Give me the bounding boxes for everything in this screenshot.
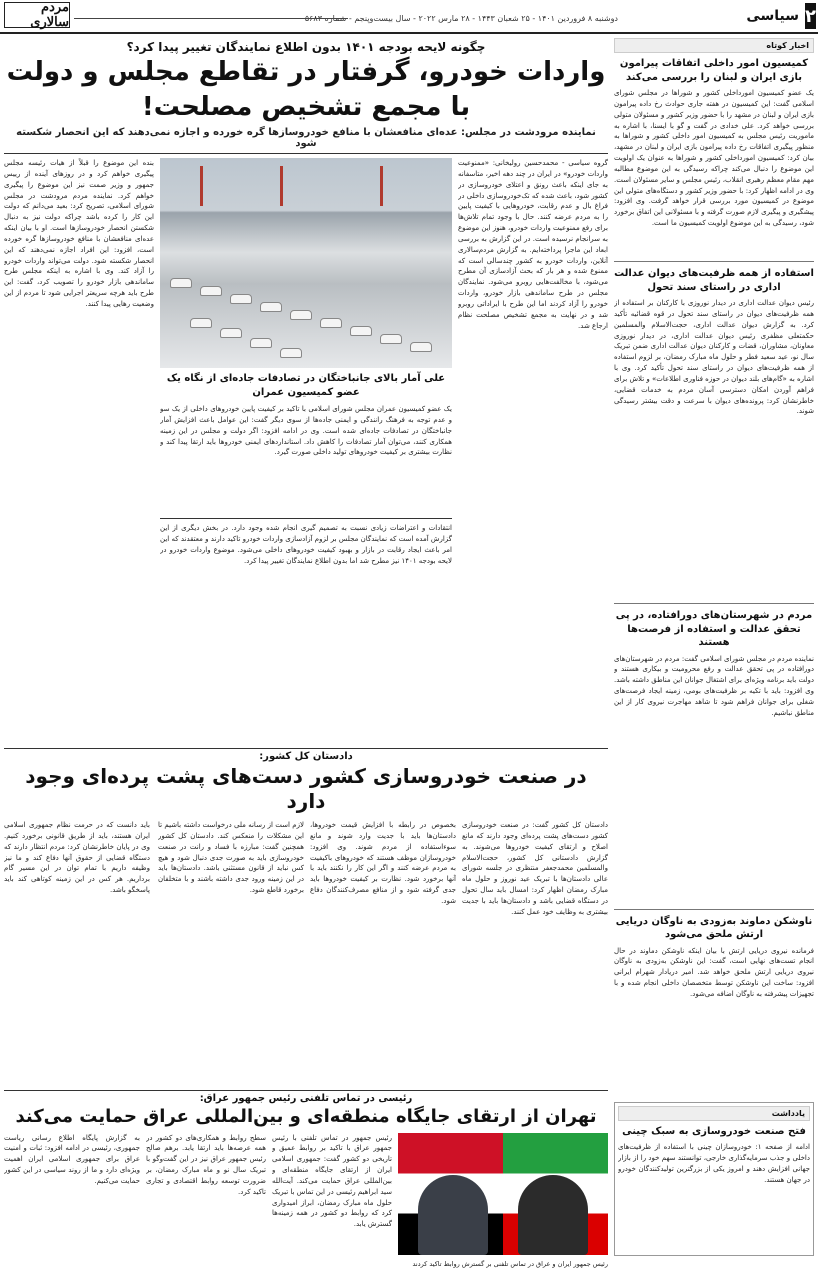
car-icon [260, 302, 282, 312]
person-icon [518, 1175, 588, 1255]
lead-photo-text: یک عضو کمیسیون عمران مجلس شورای اسلامی با تاکید بر کیفیت پایین خودروهای داخلی از یک سو و عدم توجه به فرهنگ رانندگی و ایمنی جاده‌ها از سوی دیگر گفت: این عوامل باعث افزایش آمار جانباختگان در تصادفات جاده‌ای شده است. وی در ادامه افزود: اگر دولت و مجلس در این زمینه همکاری کنند، می‌توان آمار تصادفات را کاهش داد. استانداردهای ایمنی خودروها باید ارتقا پیدا کند و نظارت بیشتری بر کیفیت خودروهای تولید داخلی صورت گیرد. [160, 405, 452, 457]
section-title: سیاسی [746, 8, 799, 24]
lead-subline: نماینده مرودشت در مجلس: عده‌ای منافعشان با منافع خودروسازها گره خورده و اجازه نمی‌دهند که این انحصار شکسته شود [16, 127, 596, 149]
lead-col-right: گروه سیاسی - محمدحسین رولیخانی: «ممنوعیت واردات خودرو» در ایران در چند دهه اخیر، متاسفانه به جای اینکه باعث رونق و اعتلای خودروسازی در کشور شود، باعث شده که تک‌خودروسازی داخلی در فراغ بال و عدم رقابت، خودرو‌هایی با کیفیت پایین را به مردم عرضه کنند. حال با وجود تمام تلاش‌ها برای رفع ممنوعیت واردات خودرو، هنوز این موضوع به سرانجام نرسیده است. در این گزارش به بررسی ابعاد این ماجرا پرداخته‌ایم. به گزارش مردم‌سالاری آنلاین، واردات خودرو به کشور چندسالی است که ممنوع شده و هر بار که بحث آزادسازی آن مطرح می‌شود، با مخالفت‌هایی روبرو می‌شود. نمایندگان مجلس در طرح ساماندهی بازار خودرو، واردات خودرو را آزاد کردند اما این طرح با ایراداتی روبرو شد و در نهایت به مجمع تشخیص مصلحت نظام ارجاع شد. [458, 159, 608, 330]
sidebar-tag-news: اخبار کوتاه [614, 38, 814, 53]
story3-col1: رئیس جمهور در تماس تلفنی با رئیس جمهور عراق با تاکید بر روابط عمیق و تاریخی دو کشور گفت: جمهوری اسلامی ایران از ارتقای جایگاه منطقه‌ای و بین‌المللی عراق حمایت می‌کند. آیت‌الله سید ابراهیم رئیسی در این تماس با تبریک حلول ماه مبارک رمضان، ابراز امیدواری کرد که روابط دو کشور در همه زمینه‌ها گسترش یابد. [272, 1133, 392, 1229]
page-number-block [746, 2, 816, 30]
lead-columns [4, 154, 608, 754]
masthead-rule [74, 18, 348, 19]
car-icon [230, 294, 252, 304]
presidents-photo [398, 1133, 608, 1255]
crane-icon [380, 166, 383, 206]
masthead [0, 0, 818, 34]
rule [4, 748, 608, 749]
divider [614, 909, 814, 910]
story3-col3: به گزارش پایگاه اطلاع رسانی ریاست جمهوری، رئیسی در ادامه افزود: ثبات و امنیت عراق برای جمهوری اسلامی ایران اهمیت ویژه‌ای دارد و ما از روند سیاسی در این کشور حمایت می‌کنیم. [4, 1133, 140, 1185]
rule [4, 1090, 608, 1091]
sidebar-story4-body: فرمانده نیروی دریایی ارتش با بیان اینکه ناوشکن دماوند در حال انجام تست‌های نهایی است، گفت: این ناوشکن به‌زودی به ناوگان نیروی دریایی ارتش ملحق خواهد شد. امیر دریادار شهرام ایرانی افزود: ساخت این ناوشکن توسط متخصصان داخلی انجام شده و با تجهیزات پیشرفته به ناوگان اضافه می‌شود. [614, 946, 814, 998]
car-icon [320, 318, 342, 328]
car-port-photo [160, 158, 452, 368]
lead-photo-caption: علی آمار بالای جانباختگان در تصادفات جاده‌ای از نگاه یک عضو کمیسیون عمران [166, 373, 446, 398]
story2-kicker: دادستان کل کشور: [259, 751, 353, 762]
car-icon [290, 310, 312, 320]
lead-headline-line1: واردات خودرو، گرفتار در تقاطع مجلس و دولت [6, 57, 606, 87]
rule [160, 518, 452, 519]
sidebar-story3-headline: مردم در شهرستان‌های دورافتاده، در پی تحقق عدالت و استفاده از فرصت‌ها هستند [615, 610, 813, 648]
note-headline: فتح صنعت خودروسازی به سبک چینی [622, 1125, 806, 1137]
car-icon [350, 326, 372, 336]
lead-col-left: بنده این موضوع را قبلاً از هیات رئیسه مجلس پیگیری خواهم کرد و در روزهای آینده از رییس جمهور و وزیر صمت نیز این موضوع را پیگیری خواهم کرد. نماینده مردم مرودشت در مجلس شورای اسلامی، تصریح کرد: بعید می‌دانم که دولت این کار را کرده باشد چراکه دولت نیز به دنبال شکستن انحصار خودروسازها است. او با بیان اینکه عده‌ای منافعشان با منافع خودروسازها گره خورده است، افزود: این افراد اجازه نمی‌دهند که این انحصار شکسته شود. دولت می‌تواند واردات خودرو را آزاد کند. وی با اشاره به اینکه مجلس طرح ساماندهی بازار خودرو را تصویب کرد، گفت: این طرح باید هرچه سریعتر اجرایی شود تا مردم از این وضعیت رهایی پیدا کنند. [4, 159, 154, 308]
sidebar-tag-note: یادداشت [618, 1106, 810, 1121]
lead-story [4, 38, 608, 754]
lead-bottom-text: انتقادات و اعتراضات زیادی نسبت به تصمیم گیری انجام شده وجود دارد. در بخش دیگری از این گزارش آمده است که نمایندگان مجلس بر لزوم آزادسازی واردات خودرو تاکید دارند و معتقدند که این امر باعث ایجاد رقابت در بازار و بهبود کیفیت خودروهای داخلی می‌شود. موضوع واردات خودرو در لایحه بودجه ۱۴۰۱ نیز مطرح شد اما بدون اطلاع نمایندگان تغییر پیدا کرد. [160, 524, 452, 565]
story2-col1: دادستان کل کشور گفت: در صنعت خودروسازی کشور دست‌های پشت پرده‌ای وجود دارند که مانع اصلاح و ارتقای کیفیت خودروها می‌شوند. به گزارش دادستانی کل کشور، حجت‌الاسلام والمسلمین محمدجعفر منتظری در جلسه شورای عالی دادستان‌ها با تبریک عید نوروز و حلول ماه مبارک رمضان اظهار کرد: امسال باید سال تحول در دستگاه قضایی باشد و دادستان‌ها باید با جدیت بیشتری به وظایف خود عمل کنند. [462, 821, 608, 916]
person-icon [418, 1175, 488, 1255]
note-box [614, 1102, 814, 1257]
story2-columns [4, 820, 608, 1120]
story2-col3: لازم است از رسانه ملی درخواست داشته باشیم تا این مشکلات را منعکس کند. دادستان کل کشور همچنین گفت: مبارزه با فساد و رانت در صنعت خودروسازی باید به صورت جدی دنبال شود و هیچ کس نباید از قانون مستثنی باشد. دادستان‌ها باید در این زمینه ورود جدی داشته باشند و با متخلفان برخورد قاطع شود. [158, 821, 304, 895]
car-icon [200, 286, 222, 296]
divider [614, 261, 814, 262]
story2-col2: بخصوص در رابطه با افزایش قیمت خودروها، دادستان‌ها باید با جدیت وارد شوند و مانع سوءاستفاده از مردم شوند. وی افزود: خودروسازان موظف هستند که خودروهای باکیفیت به مردم عرضه کنند و اگر این کار را نکنند باید با آنها برخورد شود. نظارت بر کیفیت خودروها باید جدی گرفته شود و از منافع مصرف‌کنندگان دفاع شود. [310, 821, 456, 905]
story3-columns [4, 1133, 608, 1283]
lead-photo-box [160, 158, 452, 733]
lead-kicker: چگونه لایحه بودجه ۱۴۰۱ بدون اطلاع نمایندگان تغییر پیدا کرد؟ [126, 40, 486, 54]
story2-col4: باید دانست که در حرمت نظام جمهوری اسلامی ایران هستند، باید از طریق قانونی برخورد کنیم. وی در پایان خاطرنشان کرد: مردم انتظار دارند که دستگاه قضایی از حقوق آنها دفاع کند و ما نیز وظیفه داریم با تمام توان در این مسیر گام برداریم. هر کس در این زمینه کوتاهی کند باید پاسخگو باشد. [4, 821, 150, 895]
lead-headline-line2: با مجمع تشخیص مصلحت! [141, 91, 471, 122]
crane-icon [280, 166, 283, 206]
car-icon [220, 328, 242, 338]
story3-kicker: رئیسی در تماس تلفنی رئیس جمهور عراق: [199, 1093, 413, 1104]
sidebar-story1-headline: کمیسیون امور داخلی اتفاقات پیرامون بازی ایران و لبنان را بررسی می‌کند [619, 58, 809, 83]
story2-headline: در صنعت خودروسازی کشور دست‌های پشت پرده‌ای وجود دارد [25, 764, 587, 813]
sidebar-story4-headline: ناوشکن دماوند به‌زودی به ناوگان دریایی ارتش ملحق می‌شود [615, 915, 813, 940]
crane-icon [200, 166, 203, 206]
note-body: ادامه از صفحه ۱: خودروسازان چینی با استفاده از ظرفیت‌های داخلی و جذب سرمایه‌گذاری خارجی، توانستند سهم خود را از بازار جهانی افزایش دهند و امروز یکی از بزرگترین تولیدکنندگان خودرو در جهان هستند. [618, 1143, 810, 1184]
prosecutor-story [4, 748, 608, 1088]
sidebar-story1-body: یک عضو کمیسیون امورداخلی کشور و شوراها در مجلس شورای اسلامی گفت: این کمیسیون در هفته جاری حوادث رخ داده پیرامون بازی ایران و لبنان در مشهد را با حضور وزیر کشور و مسئولان متولی بررسی خواهد کرد. علی خدادی در گفت و گو با ایسنا، با اشاره به ماموریت رئیس مجلس به کمیسیون امور داخلی کشور و شوراها به منظور پیگیری اتفاقات رخ داده پیرامون بازی ایران و لبنان در مشهد، بیان کرد: کمیسیون امورداخلی کشور و شوراها به عنوان یک اولویت این موضوع را دنبال می‌کند چراکه رسیدگی به این موضوع مطالبه مهم مقام معظم رهبری انقلاب، رئیس مجلس و سایر مسئولان است. وی در ادامه اظهار کرد: با حضور وزیر کشور و دستگاه‌های متولی این موضوع در کمیسیون مورد بررسی قرار خواهد گرفت. وی افزود: پیشگیری و پیگیری لازم صورت گرفته و با مسئولانی این اتفاق برخورد شود، رسیدگی به این موضوع اولویت کمیسیون ما است. [614, 89, 814, 228]
divider [614, 603, 814, 604]
story3-col2: سطح روابط و همکاری‌های دو کشور در همه عرصه‌ها باید ارتقا یابد. برهم صالح رئیس جمهور عراق نیز در این گفت‌وگو با تبریک سال نو و ماه مبارک رمضان، بر ضرورت توسعه روابط اقتصادی و تجاری تاکید کرد. [146, 1133, 266, 1196]
dateline: دوشنبه ۸ فروردین ۱۴۰۱ - ۲۵ شعبان ۱۴۴۳ - ۲۸ مارس ۲۰۲۲ - سال بیست‌وپنجم - شماره ۵۶۸۳ [304, 14, 618, 23]
sidebar-story3-body: نماینده مردم در مجلس شورای اسلامی گفت: مردم در شهرستان‌های دورافتاده در پی تحقق عدالت و رفع محرومیت و بیکاری هستند و دولت باید برنامه ویژه‌ای برای اشتغال جوانان این مناطق داشته باشد. وی افزود: باید با تکیه بر ظرفیت‌های بومی، زمینه ایجاد فرصت‌های شغلی برای جوانان فراهم شود تا شاهد مهاجرت نیروی کار از این مناطق نباشیم. [614, 654, 814, 717]
car-icon [190, 318, 212, 328]
sidebar-story2-headline: استفاده از همه ظرفیت‌های دیوان عدالت اداری در راستای سند تحول [614, 268, 814, 293]
car-icon [280, 348, 302, 358]
iraq-call-story [4, 1090, 608, 1286]
car-icon [410, 342, 432, 352]
car-icon [170, 278, 192, 288]
car-icon [380, 334, 402, 344]
newspaper-logo: مردم سالاری [4, 2, 70, 28]
sidebar-story2-body: رئیس دیوان عدالت اداری در دیدار نوروزی با کارکنان بر استفاده از همه ظرفیت‌های دیوان در راستای سند تحول در قوه قضائیه تأکید کرد. به گزارش دیوان عدالت اداری، حجت‌الاسلام والمسلمین حکمتعلی مظفری رئیس دیوان عدالت اداری، در دیدار نوروزی معاونان، مشاوران، قضات و کارکنان دیوان عدالت اداری ضمن تبریک سال نو، عید سعید فطر و حلول ماه مبارک رمضان، بر لزوم استفاده از همه ظرفیت‌های دیوان در راستای سند تحول تأکید کرد. وی با اشاره به «گام‌های بلند دیوان در حوزه فناوری اطلاعات» و تلاش برای فراهم آوردن امکان دسترسی آسان مردم به خدمات قضایی، خاطرنشان کرد: پرونده‌های دیوان با سرعت و دقت بیشتر رسیدگی شوند. [614, 299, 814, 416]
page-number: ۲ [805, 3, 816, 29]
story3-headline: تهران از ارتقای جایگاه منطقه‌ای و بین‌المللی عراق حمایت می‌کند [15, 1106, 597, 1127]
story3-photo-caption: رئیس جمهور ایران و عراق در تماس تلفنی بر گسترش روابط تاکید کردند [412, 1259, 608, 1268]
car-icon [250, 338, 272, 348]
sidebar [614, 38, 814, 1284]
